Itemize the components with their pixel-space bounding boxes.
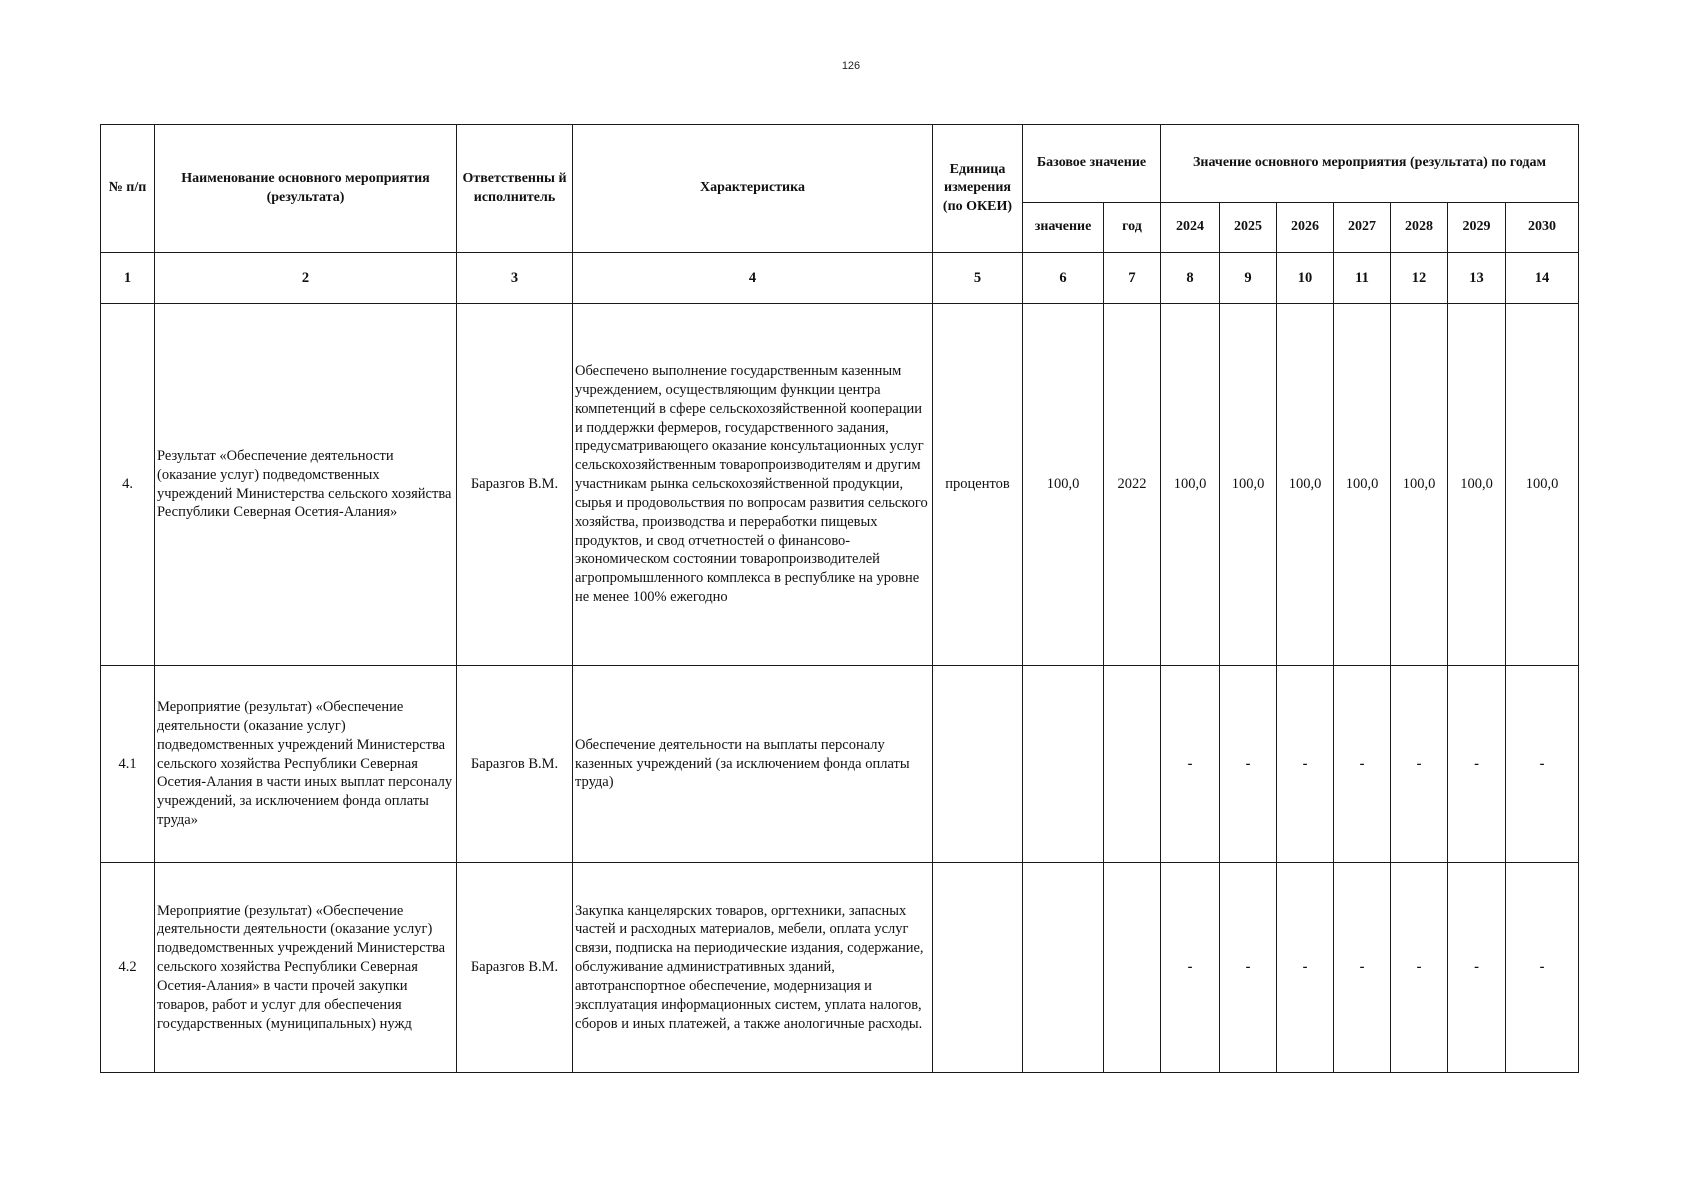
row-value-2027: 100,0 [1334,304,1391,666]
header-num: № п/п [101,125,155,253]
row-num: 4. [101,304,155,666]
column-number: 7 [1104,253,1161,304]
header-characteristic: Характеристика [573,125,933,253]
header-base-year: год [1104,203,1161,253]
header-year: 2024 [1161,203,1220,253]
header-responsible: Ответственны й исполнитель [457,125,573,253]
row-characteristic: Закупка канцелярских товаров, оргтехники, запасных частей и расходных материалов, мебели, оплата услуг связи, подписка на периодические издания, содержание, обслуживание административных зданий, автотранспортное обеспечение, модернизация и эксплуатация информационных систем, уплата налогов, сборов и иных платежей, а также анологичные расходы. [573,863,933,1073]
row-base-year [1104,863,1161,1073]
row-value-2029: - [1448,666,1506,863]
row-value-2024: - [1161,666,1220,863]
row-value-2027: - [1334,666,1391,863]
header-year: 2025 [1220,203,1277,253]
column-number: 12 [1391,253,1448,304]
column-number: 4 [573,253,933,304]
column-number: 10 [1277,253,1334,304]
header-year: 2026 [1277,203,1334,253]
header-base-value: значение [1023,203,1104,253]
header-year: 2029 [1448,203,1506,253]
header-year: 2030 [1506,203,1579,253]
table-row [101,863,1579,1073]
row-value-2029: 100,0 [1448,304,1506,666]
row-value-2024: 100,0 [1161,304,1220,666]
column-number: 6 [1023,253,1104,304]
row-value-2025: - [1220,863,1277,1073]
column-number: 11 [1334,253,1391,304]
column-number: 2 [155,253,457,304]
column-number: 3 [457,253,573,304]
header-row-1 [101,125,1579,203]
row-name: Мероприятие (результат) «Обеспечение деятельности (оказание услуг) подведомственных учреждений Министерства сельского хозяйства Республики Северная Осетия-Алания в части иных выплат персоналу учреждений, за исключением фонда оплаты труда» [155,666,457,863]
row-base-value [1023,863,1104,1073]
row-value-2025: - [1220,666,1277,863]
row-responsible: Баразгов В.М. [457,666,573,863]
row-value-2030: - [1506,666,1579,863]
column-number: 8 [1161,253,1220,304]
row-value-2026: - [1277,666,1334,863]
row-characteristic: Обеспечение деятельности на выплаты персоналу казенных учреждений (за исключением фонда оплаты труда) [573,666,933,863]
row-characteristic: Обеспечено выполнение государственным казенным учреждением, осуществляющим функции центра компетенций в сфере сельскохозяйственной кооперации и поддержки фермеров, государственного задания, предусматривающего оказание консультационных услуг сельскохозяйственным товаропроизводителям и другим участникам рынка сельскохозяйственной продукции, сырья и продовольствия по вопросам развития сельского хозяйства, производства и переработки пищевых продуктов, и свод отчетностей о финансово-экономическом состоянии товаропроизводителей агропромышленного комплекса в республике на уровне не менее 100% ежегодно [573,304,933,666]
row-value-2028: - [1391,863,1448,1073]
column-number: 1 [101,253,155,304]
row-value-2026: 100,0 [1277,304,1334,666]
row-responsible: Баразгов В.М. [457,863,573,1073]
header-unit: Единица измерения (по ОКЕИ) [933,125,1023,253]
header-base: Базовое значение [1023,125,1161,203]
row-value-2026: - [1277,863,1334,1073]
row-name: Мероприятие (результат) «Обеспечение деятельности деятельности (оказание услуг) подведомственных учреждений Министерства сельского хозяйства Республики Северная Осетия-Алания» в части прочей закупки товаров, работ и услуг для обеспечения государственных (муниципальных) нужд [155,863,457,1073]
row-base-value: 100,0 [1023,304,1104,666]
header-years-group: Значение основного мероприятия (результата) по годам [1161,125,1579,203]
column-number: 9 [1220,253,1277,304]
column-number: 14 [1506,253,1579,304]
indicators-table [100,124,1579,1073]
table-row [101,304,1579,666]
row-value-2029: - [1448,863,1506,1073]
row-value-2028: - [1391,666,1448,863]
row-responsible: Баразгов В.М. [457,304,573,666]
row-base-year [1104,666,1161,863]
column-number: 13 [1448,253,1506,304]
row-num: 4.2 [101,863,155,1073]
table-row [101,666,1579,863]
header-year: 2028 [1391,203,1448,253]
row-unit: процентов [933,304,1023,666]
row-unit [933,666,1023,863]
header-year: 2027 [1334,203,1391,253]
column-number-row [101,253,1579,304]
row-value-2025: 100,0 [1220,304,1277,666]
row-value-2028: 100,0 [1391,304,1448,666]
row-value-2024: - [1161,863,1220,1073]
row-value-2030: - [1506,863,1579,1073]
row-name: Результат «Обеспечение деятельности (оказание услуг) подведомственных учреждений Министерства сельского хозяйства Республики Северная Осетия-Алания» [155,304,457,666]
row-unit [933,863,1023,1073]
column-number: 5 [933,253,1023,304]
row-num: 4.1 [101,666,155,863]
row-base-value [1023,666,1104,863]
row-value-2030: 100,0 [1506,304,1579,666]
page-number: 126 [841,60,861,72]
row-base-year: 2022 [1104,304,1161,666]
row-value-2027: - [1334,863,1391,1073]
header-name: Наименование основного мероприятия (результата) [155,125,457,253]
